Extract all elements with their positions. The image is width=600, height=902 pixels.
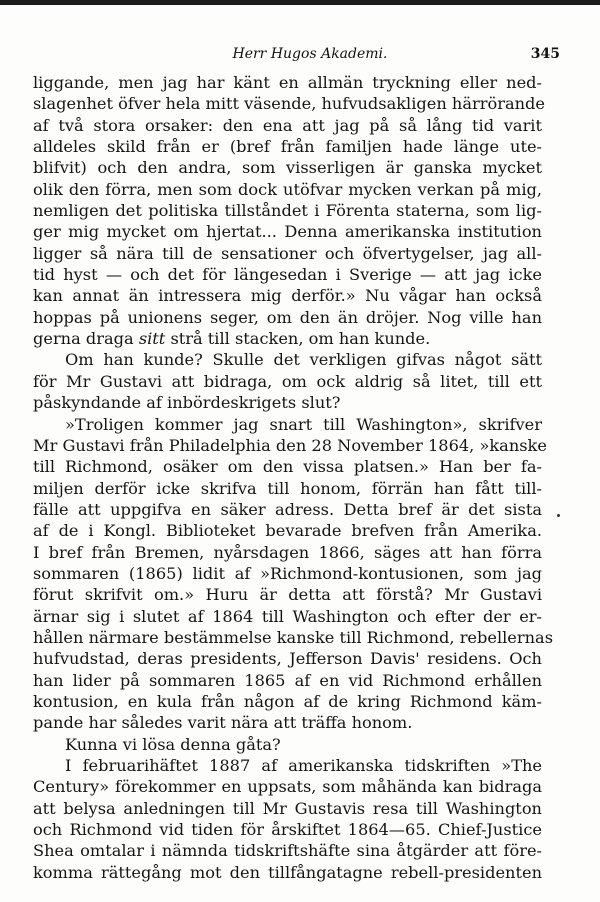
text-line: Mr Gustavi från Philadelphia den 28 November 1864, »kanske — [33, 435, 547, 455]
text-line: pande har således varit nära att träffa honom. — [33, 713, 413, 733]
page-number: 345 — [530, 46, 560, 62]
text-line: ger mig mycket om hjertat... Denna amerikanska institution — [33, 222, 542, 242]
text-line: liggande, men jag har känt en allmän tryckning eller ned- — [33, 73, 542, 92]
text-line: slagenhet öfver hela mitt väsende, hufvudsakligen härrörande — [33, 94, 545, 114]
text-line: ärnar sig i slutet af 1864 till Washington och efter der er- — [33, 606, 542, 626]
text-line: sommaren (1865) lidit af »Richmond-kontusionen, som jag — [33, 563, 542, 583]
body-text — [33, 72, 554, 883]
text-line: att belysa anledningen till Mr Gustavis resa till Washington — [33, 798, 542, 818]
text-line: och Richmond vid tiden för årskiftet 1864—65. Chief-Justice — [33, 820, 542, 840]
text-line: Century» förekommer en uppsats, som måhända kan bidraga — [33, 777, 542, 797]
text-line: till Richmond, osäker om den vissa platsen.» Han ber fa- — [33, 457, 542, 477]
text-line: gerna draga sitt strå till stacken, om han kunde. — [33, 329, 431, 349]
text-line: I februarihäftet 1887 af amerikanska tidskriften »The — [65, 756, 542, 775]
text-line: af två stora orsaker: den ena att jag på så lång tid varit — [33, 115, 542, 135]
text-line: kontusion, en kula från någon af de kring Richmond käm- — [33, 691, 542, 711]
text-line: för Mr Gustavi att bidraga, om ock aldrig så litet, till ett — [33, 371, 542, 391]
text-line: olik den förra, men som dock utöfvar mycken verkan på mig, — [33, 179, 542, 199]
text-line: tid hyst — och det för längesedan i Sverige — att jag icke — [33, 265, 542, 285]
text-line: komma rättegång mot den tillfångatagne rebell-presidenten — [33, 862, 542, 882]
text-line: han lider på sommaren 1865 af en vid Richmond erhållen — [33, 670, 542, 690]
text-line: I bref från Bremen, nyårsdagen 1866, säges att han förra — [33, 542, 542, 562]
text-line: hoppas på unionens seger, om den än dröjer. Nog ville han — [33, 307, 542, 327]
running-title: Herr Hugos Akademi. — [232, 46, 388, 62]
text-line: af de i Kongl. Biblioteket bevarade brefven från Amerika. — [33, 521, 542, 541]
top-edge-rule — [0, 0, 600, 5]
text-line: hållen närmare bestämmelse kanske till Richmond, rebellernas — [33, 627, 554, 647]
text-line: ligger så nära till de sensationer och öfvertygelser, jag all- — [33, 243, 542, 263]
text-line: alldeles skild från er (bref från familjen hade länge ute- — [33, 137, 542, 157]
text-line: Om han kunde? Skulle det verkligen gifvas något sätt — [65, 350, 542, 370]
text-line: kan annat än intressera mig derför.» Nu vågar han också — [33, 286, 542, 306]
text-line: förut skrifvit om.» Huru är detta att förstå? Mr Gustavi — [33, 585, 542, 605]
text-line: nemligen det politiska tillståndet i Förenta staterna, som lig- — [33, 201, 542, 221]
running-header — [60, 44, 560, 66]
text-line: »Troligen kommer jag snart till Washington», skrifver — [65, 414, 542, 434]
text-line: fälle att uppgifva en säker adress. Detta bref är det sista — [33, 499, 542, 519]
text-line: hufvudstad, deras presidents, Jefferson Davis' residens. Och — [33, 649, 542, 669]
text-line: Shea omtalar i nämnda tidskriftshäfte sina åtgärder att före- — [33, 841, 542, 861]
text-line: miljen derför icke skrifva till honom, förrän han fått till- — [33, 478, 542, 498]
print-speck — [557, 514, 560, 517]
text-line: påskyndande af inbördeskrigets slut? — [33, 393, 341, 413]
text-line: blifvit) och den andra, som visserligen är ganska mycket — [33, 158, 542, 178]
text-line: Kunna vi lösa denna gåta? — [65, 734, 281, 754]
